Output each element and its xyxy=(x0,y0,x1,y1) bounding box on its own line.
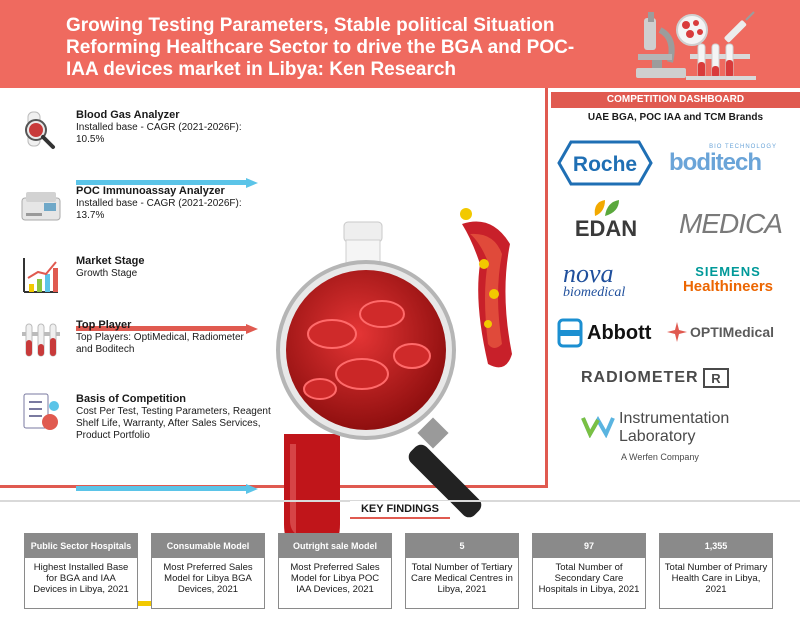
finding-head: 97 xyxy=(533,534,645,558)
nova-name: nova xyxy=(563,259,614,288)
radiometer-logo xyxy=(581,368,741,388)
svg-text:R: R xyxy=(710,371,721,386)
item-description: Top Players: OptiMedical, Radiometer and Boditech xyxy=(76,332,244,355)
checklist-icon xyxy=(20,392,62,436)
siemens-healthineers-logo xyxy=(659,264,797,295)
finding-text: Highest Installed Base for BGA and IAA Devices in Libya, 2021 xyxy=(33,562,129,595)
finding-head: Consumable Model xyxy=(152,534,264,558)
nova-biomedical-logo xyxy=(563,259,653,300)
indicator-bar xyxy=(76,486,246,491)
finding-head: 5 xyxy=(406,534,518,558)
finding-text: Total Number of Secondary Care Hospitals in Libya, 2021 xyxy=(538,562,640,595)
healthineers-name: Healthineers xyxy=(682,278,774,295)
medica-logo: MEDICA xyxy=(679,208,782,239)
abbott-name: Abbott xyxy=(587,321,652,344)
arrow-icon xyxy=(246,484,258,494)
test-tubes-icon xyxy=(686,44,756,80)
boditech-name: boditech xyxy=(669,149,761,176)
item-basis-of-competition xyxy=(0,392,271,472)
optimedical-name: OPTIMedical xyxy=(690,324,775,340)
finding-card xyxy=(532,533,646,609)
instrumentation-laboratory-logo xyxy=(581,410,781,468)
il-line2: Laboratory xyxy=(619,428,696,445)
item-title: Top Player xyxy=(76,319,132,331)
item-market-stage xyxy=(0,254,260,304)
item-description: Cost Per Test, Testing Parameters, Reagent Shelf Life, Warranty, After Sales Services, Product Portfolio xyxy=(76,406,271,441)
finding-text: Total Number of Tertiary Care Medical Centres in Libya, 2021 xyxy=(411,562,513,595)
artery-icon xyxy=(460,208,512,367)
radiometer-r-icon xyxy=(703,368,729,388)
edan-name: EDAN xyxy=(574,216,638,241)
sample-tubes-icon xyxy=(20,318,62,362)
item-top-player xyxy=(0,318,260,378)
dashboard-subheading: UAE BGA, POC IAA and TCM Brands xyxy=(587,112,764,123)
boditech-logo xyxy=(669,144,777,184)
optimedical-logo xyxy=(667,322,787,342)
abbott-logo xyxy=(557,316,657,350)
item-poc-immunoassay xyxy=(0,184,260,244)
key-findings-title: KEY FINDINGS xyxy=(350,501,450,519)
growth-chart-icon xyxy=(20,254,62,298)
radiometer-name: RADIOMETER xyxy=(581,369,699,386)
abbott-mark-icon xyxy=(557,318,583,348)
market-overview-panel xyxy=(0,88,548,488)
finding-text: Total Number of Primary Health Care in Libya, 2021 xyxy=(664,562,768,595)
blood-analysis-icon xyxy=(20,108,62,152)
item-description: Growth Stage xyxy=(76,268,138,279)
item-description: Installed base - CAGR (2021-2026F): 13.7% xyxy=(76,198,242,221)
finding-card xyxy=(659,533,773,609)
boditech-tag: BIO TECHNOLOGY xyxy=(709,144,777,150)
siemens-name: SIEMENS xyxy=(695,264,761,279)
finding-text: Most Preferred Sales Model for Libya POC IAA Devices, 2021 xyxy=(290,562,380,595)
opti-star-icon xyxy=(667,322,687,342)
item-blood-gas-analyzer xyxy=(0,108,260,168)
lab-equipment-illustration xyxy=(630,10,770,82)
cell-culture-icon xyxy=(677,15,707,45)
item-title: Basis of Competition xyxy=(76,393,187,405)
roche-logo-text: Roche xyxy=(572,153,638,176)
leaf-icon xyxy=(591,198,621,218)
il-line1: Instrumentation xyxy=(619,410,730,427)
page-title: Growing Testing Parameters, Stable political Situation Reforming Healthcare Sector to drive the BGA and POC-IAA devices market in Libya: Ken Research xyxy=(66,15,575,80)
finding-head: Public Sector Hospitals xyxy=(25,534,137,558)
competition-dashboard xyxy=(551,88,800,488)
item-title: Blood Gas Analyzer xyxy=(76,109,180,121)
finding-head: 1,355 xyxy=(660,534,772,558)
header-banner xyxy=(0,0,800,88)
analyzer-device-icon xyxy=(20,184,62,228)
syringe-icon xyxy=(724,12,754,43)
item-description: Installed base - CAGR (2021-2026F): 10.5% xyxy=(76,122,242,145)
finding-card xyxy=(24,533,138,609)
nova-sub: biomedical xyxy=(563,285,626,300)
finding-head: Outright sale Model xyxy=(279,534,391,558)
finding-card xyxy=(151,533,265,609)
roche-logo xyxy=(557,140,653,186)
item-title: POC Immunoassay Analyzer xyxy=(76,185,225,197)
finding-text: Most Preferred Sales Model for Libya BGA Devices, 2021 xyxy=(163,562,253,595)
finding-card xyxy=(405,533,519,609)
dashboard-heading: COMPETITION DASHBOARD xyxy=(551,92,800,108)
il-sub: A Werfen Company xyxy=(621,452,699,462)
edan-logo xyxy=(563,198,649,242)
finding-card xyxy=(278,533,392,609)
item-title: Market Stage xyxy=(76,255,145,267)
werfen-w-icon xyxy=(581,414,615,438)
